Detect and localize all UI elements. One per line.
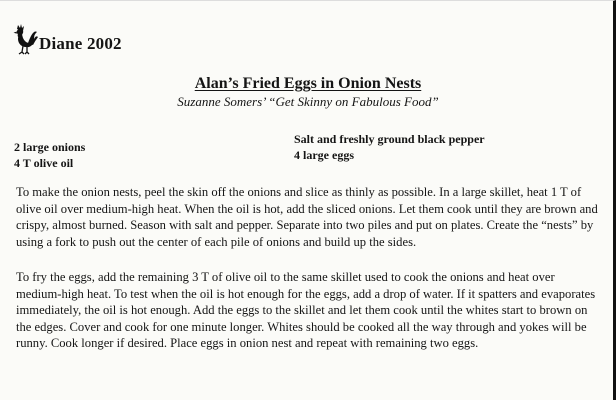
author-label: Diane 2002 bbox=[39, 34, 122, 53]
ingredient-item: Salt and freshly ground black pepper bbox=[294, 132, 485, 146]
card-header bbox=[8, 23, 122, 55]
ingredient-item: 4 large eggs bbox=[294, 148, 354, 162]
instructions-paragraph: To fry the eggs, add the remaining 3 T of olive oil to the same skillet used to cook the onions and heat over medium-high heat. To test when the oil is hot enough for the eggs, add a drop of water. If it spatters and evaporates immediately, the oil is hot enough. Add the eggs to the skillet and let them cook until the whites start to brown on the edges. Cover and cook for one minute longer. Whites should be cooked all the way through and yokes will be runny. Cook longer if desired. Place eggs in onion nest and repeat with remaining two eggs. bbox=[16, 270, 596, 351]
ingredients-right bbox=[294, 131, 485, 163]
instructions-paragraph: To make the onion nests, peel the skin off the onions and slice as thinly as possible. In a large skillet, heat 1 T of olive oil over medium-high heat. When the oil is hot, add the sliced onions. Let them cook until they are brown and crispy, almost burned. Season with salt and pepper. Separate into two piles and put on plates. Create the “nests” by using a fork to push out the center of each pile of onions and build up the sides. bbox=[16, 185, 598, 249]
ingredient-item: 4 T olive oil bbox=[14, 156, 74, 170]
rooster-icon bbox=[8, 23, 38, 55]
recipe-source: Suzanne Somers’ “Get Skinny on Fabulous Food” bbox=[177, 94, 439, 109]
ingredient-item: 2 large onions bbox=[14, 140, 86, 154]
ingredients-left bbox=[14, 139, 85, 171]
recipe-title: Alan’s Fried Eggs in Onion Nests bbox=[194, 75, 422, 92]
